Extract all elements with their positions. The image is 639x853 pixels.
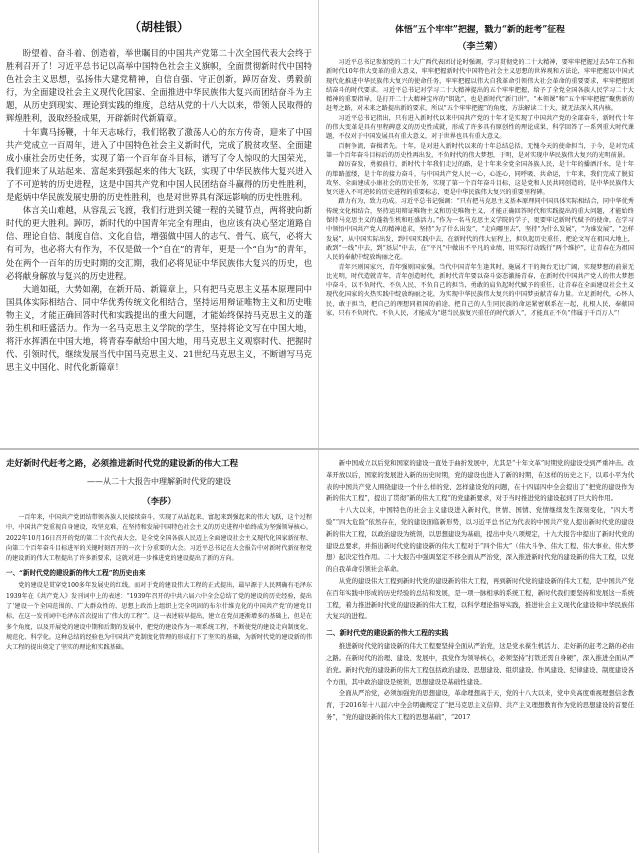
essay-paragraph: 青年兴则国家兴，青年强则国家强。当代中国青年生逢其时，施展才干的舞台无比广阔，实现梦想的前景无比光明，时代造就青年，青年创造时代，新时代青年要以奋斗姿态激扬青春，在新时代中国共产党人的伟大梦想中奋斗，以不负时代、不负人民、不负自己的担当，勇敢的肩负起时代赋予的重任，让青春在全面建设社会主义现代化国家的火热实践中绽放绚丽之花，为实现中华民族伟大复兴的中国梦贡献青春力量。立足新时代，心怀人民，敢于担当，把自己的理想同祖国的前途、把自己的人生同民族的命运紧密联系在一起，扎根人民，奉献国家，只有不负时代、不负人民，才能成为“堪当民族复兴重任的时代新人”，才能真正不负“伟属于千百万人”！ xyxy=(326,263,634,318)
essay-author: （李莎） xyxy=(142,496,176,506)
essay-page-li-sha xyxy=(6,458,312,850)
essay-paragraph: 党的建设是贯穿党100多年发展史的红线，而对于党的建设伟大工程的正式提出，最早源于人民网确有毛泽东1939年在《共产党人》发刊词中上的表述：“1939年召开的中共六届六中全会总结了党的建设的历史经验，提出了‘建设一个全国范围的、广大群众性的、思想上政治上组织上完全巩固的布尔什维克化的中国共产党’的建党目标，在这一发刊词中毛泽东首次提出了‘伟大的工程’”。这一表述较早提出，建立在党员逐渐增多的基础上，但是在多个角度，以及开展党的建设中期和后期的发展中，把党的建设作为一项系统工程，不断使党的建设走向制度化、规范化、科学化。这种总结的经验也为中国共产党制度化管理的形成打下了坚实的基础，为新时代党的建设新的伟大工程的提出奠定了坚实的理论和实践基础。 xyxy=(6,582,312,652)
essay-paragraph: 全面从严治党，必须加强党的思想建设，革命理想高于天，党的十八大以来，党中央高度重视理想信念教育，于2016年十八届六中全会明确规定了“把马克思主义信仰、共产主义理想教育作为党的思想建设的首要任务”，“党的建设新的伟大工程的思想基础”，“2017 xyxy=(326,689,634,721)
essay-paragraph: 一百年来，中国共产党团结带领各族人民接续奋斗，实现了从站起来、富起来到强起来的伟大飞跃，这个过程中，中国共产党重视自身建设，攻坚克难，在坚持和发展中国特色社会主义的历史进程中始终成为坚强领导核心。2022年10月16日召开的党的第二十次代表大会，是全党全国各族人民迈上全面建设社会主义现代化国家新征程、向第二个百年奋斗目标进军的关键时刻召开的一次十分重要的大会。习近平总书记在大会报告中对新时代新征程党的建设新的伟大工程提出了许多新要求，这就对进一步推进党的建设提出了新的方向。 xyxy=(6,514,312,563)
essay-page-hu-guiyin xyxy=(6,8,312,438)
essay-paragraph: 习近平总书记指出，只有进入新时代以来中国共产党的十年才是实现了中国共产党的全部奋斗，新时代十年的伟大变革是具有里程碑意义的历史性成就，形成了许多具有原创性的理论成果，科学回答了一系列重大时代课题，不仅对于中国发展具有重大意义，对于世界也具有重大意义。 xyxy=(326,114,634,141)
essay-author: （李兰菊） xyxy=(457,42,503,52)
essay-page-continued xyxy=(326,458,634,850)
essay-paragraph: 体言关山难越，从容乱云飞渡，我们行进到关键一程的关键节点，两将驶向新时代的更大胜利。踔厉，新时代的中国青年完全有理由，也应该有决心坚定道路自信、理论自信、制度自信、文化自信，增强做中国人的志气、骨气、底气，必将大有可为，也必将大有作为，不仅是做一个“自在”的青年，更是一个“自为”的青年，处在两个一百年的历史时期的交汇期，我们必将见证中华民族伟大复兴的历史，也必将献身解放与复兴的历史进程。 xyxy=(6,205,312,281)
essay-page-li-lanju xyxy=(326,8,634,438)
essay-paragraph: 从党的建设伟大工程到新时代党的建设新的伟大工程，再到新时代党的建设新的伟大工程，是中国共产党在百年实践中形成的历史经验的总结和发展，是一项一脉相承的系统工程，新时代我们要坚持和发展这一系统工程，着力推进新时代党的建设新的伟大工程，以科学理论指导实践，推进社会主义现代化建设和中华民族伟大复兴的进程。 xyxy=(326,576,634,621)
essay-paragraph: 新中国成立以后党和国家的建设一直处于曲折发展中，尤其是“十年文革”时期党的建设受到严重冲击。改革开放以后，国家的发展进入新的历史时期，党的建设也进入了新的时期，在这样的历史之下，以邓小平为代表的中国共产党人围绕建设一个什么样的党、怎样建设党的问题，在十四届四中全会提出了“把党的建设作为新的伟大工程”，提出了贯彻“新的伟大工程”的党建新要求，对于当时推进党的建设起到了巨大的作用。 xyxy=(326,459,634,503)
essay-paragraph: 百舸争流，奋楫者先。十年，是对进入新时代以来的十年总结总括，无愧今天的使命担当，于今，是对完成第一个百年奋斗目标后的历史性再出发，不负时代的伟大梦想，于明，是对实现中华民族伟大复兴的光明前景。 xyxy=(326,142,634,159)
column-divider xyxy=(318,0,319,853)
essay-paragraph: 十八大以来，中国特色的社会主义建设进入新时代，世情、国情、党情继续发生深刻变化，“四大考验”“四大危险”依然存在，党的建设面临新形势，以习近平总书记为代表的中国共产党人提出新时代党的建设新的伟大工程，以政治建设为统领，以思想建设为基础，提出中央八项规定，十九大报告中提出了新时代党的建设总要求，并指出新时代党的建设新的伟大工程对于“四个伟大”（伟大斗争、伟大工程、伟大事业、伟大梦想）起决定性作用。二十大报告中强调坚定不移全面从严治党，深入推进新时代党的建设新的伟大工程，以党的自我革命引领社会革命。 xyxy=(326,506,634,574)
essay-author-heading: （胡桂银） xyxy=(128,20,189,34)
essay-paragraph: 踔厉奋发，勇毅前行，新时代十年我们走过的路，是十年来全党全国各族人民，是十年的播洒汗水，是十年的筚路蓝缕，是十年的接力奋斗，与中国共产党人民一心，心连心，同呼吸、共命运，十年来，我们完成了脱贫攻坚、全面建成小康社会的历史任务，实现了第一个百年奋斗目标，这是党和人民共同创造的，是中华民族伟大复兴进入不可逆转的历史进程的重要标志，更是中华民族伟大复兴的重要里程碑。 xyxy=(326,161,634,197)
essay-subtitle: ——从二十大报告中理解新时代党的建设 xyxy=(87,477,231,486)
essay-paragraph: 踏力有为，致力功成。习近平总书记强调：“只有把马克思主义基本原理同中国具体实际相结合，同中华优秀传统文化相结合，坚持运用辩证唯物主义和历史唯物主义，才能正确回答时代和实践提出的重大问题，才能始终保持马克思主义的蓬勃生机和旺盛活力。”作为一名马克思主义学院的学子，更要牢记新时代赋予的使命，在学习中领悟中国共产党人的精神追求，坚持“为了什么出发”，“走向哪里去”，坚持“为什么发展”，“为谁发展”，“怎样发展”，从中国实际出发，到中国实践中去，在新时代的伟大征程上，担负起历史重任，把论文写在祖国大地上，敢到“一线”中去，到“基层”中去，在“平凡”中做出不平凡的业绩，用实际行动践行“两个维护”，让青春在为祖国人民的奉献中绽放绚丽之花。 xyxy=(326,198,634,262)
essay-paragraph: 盼望着、奋斗着、创造着，举世瞩目的中国共产党第二十次全国代表大会终于胜利召开了！习近平总书记以高举中国特色社会主义旗帜，全面贯彻新时代中国特色社会主义思想，弘扬伟大建党精神，自信自强、守正创新，踔厉奋发、勇毅前行，为全面建设社会主义现代化国家、全面推进中华民族伟大复兴而团结奋斗为主题，从历史到现实、理论到实践的维度，总结从党的十八大以来，带领人民取得的辉煌胜利，汲取经验成果，开辟新时代新篇章。 xyxy=(6,48,312,124)
essay-title: 体悟“五个牢牢”把握，戮力“新的赶考”征程 xyxy=(395,25,565,35)
essay-paragraph: 十年冀马扬鞭，十年天志咏行，我们铭教了激荡人心的东方传奇，迎来了中国共产党成立一百周年，进入了中国特色社会主义新时代，完成了脱贫攻坚、全面建成小康社会历史任务，实现了第一个百年奋斗目标，谱写了令人惊叹的大国荣光，我们迎来了从站起来、富起来到强起来的伟大飞跃，实现了中华民族伟大复兴进入了不可逆转的历史进程，这是中国共产党和中国人民团结奋斗赢得的历史性胜利，是彪炳中华民族发展史册的历史性胜利，也是对世界具有深远影响的历史性胜利。 xyxy=(6,126,312,203)
essay-paragraph: 推进新时代党的建设新的伟大工程要坚持全面从严治党，这是党永葆生机活力、走好新的赶考之路的必由之路。在新时代的治理、建设、发展中，我党作为领导核心，必须坚持“打铁还需自身硬”，深入推进全面从严治党。新时代党的建设新的伟大工程包括政治建设、思想建设、组织建设、作风建设、纪律建设、制度建设各个方面，其中政治建设是统领，思想建设是基础性建设。 xyxy=(326,642,634,686)
essay-paragraph: 习近平总书记参加党的二十大广西代表团讨论时强调，学习贯彻党的二十大精神，要牢牢把握过去5年工作和新时代10年伟大变革的重大意义，牢牢把握新时代中国特色社会主义思想的世界观和方法论，牢牢把握以中国式现代化推进中华民族伟大复兴的使命任务，牢牢把握以伟大自我革命引领伟大社会革命的重要要求，牢牢把握团结奋斗的时代要求。习近平总书记对学习二十大精神提出的五个牢牢把握，给予了全党全国各族人民学习二十大精神的重要指导，是打开二十大精神宝库的“钥匙”，也是新时代“新门讲”，“本领课”和“五个牢牢把握”聚焦新的赶考之路，对未来之路提出新的要求，所以“五个牢牢把握”的角度，方法解读二十大，就无法深入其内核。 xyxy=(326,59,634,113)
section-heading: 一、“新时代党的建设新的伟大工程”的历史由来 xyxy=(6,569,146,578)
section-heading: 二、新时代党的建设新的伟大工程的实践 xyxy=(326,629,449,638)
essay-paragraph: 大道如砥，大势如潮，在新开局、新篇章上，只有把马克思主义基本原理同中国具体实际相结合、同中华优秀传统文化相结合，坚持运用辩证唯物主义和历史唯物主义，才能正确回答时代和实践提出的重大问题，才能始终保持马克思主义的蓬勃生机和旺盛活力。作为一名马克思主义学院的学生，坚持将论文写在中国大地，将汗水挥洒在中国大地，将青春奉献给中国大地，用马克思主义观察时代、把握时代、引领时代，继续发展当代中国马克思主义、21世纪马克思主义，不断谱写马克思主义中国化、时代化新篇章！ xyxy=(6,283,312,373)
row-divider xyxy=(0,448,639,450)
essay-title: 走好新时代赶考之路，必须推进新时代党的建设新的伟大工程 xyxy=(6,459,239,469)
